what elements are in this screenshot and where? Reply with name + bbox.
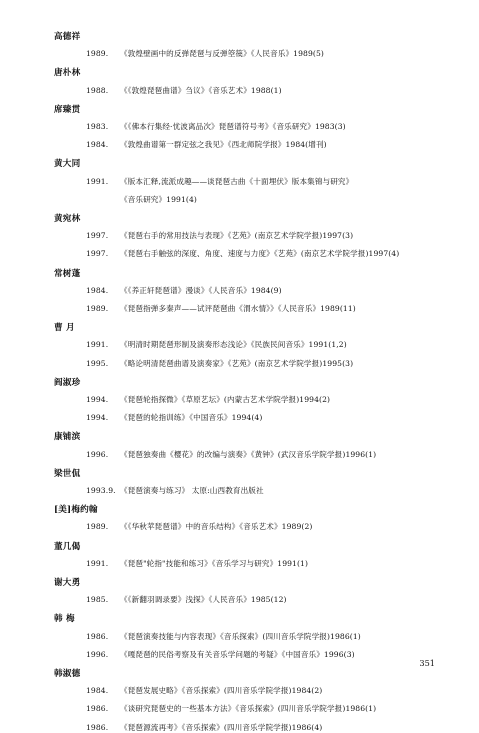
author-name: 董几偈	[54, 541, 81, 552]
bibliography-entry	[86, 394, 466, 405]
entry-citation: 《《华秋苹琵琶谱》中的音乐结构》《音乐艺术》1989(2)	[120, 522, 313, 532]
entry-year: 1996.	[86, 649, 109, 659]
bibliography-entry	[86, 248, 466, 259]
entry-year: 1984.	[86, 686, 109, 696]
entry-year: 1986.	[86, 631, 109, 641]
bibliography-entry	[86, 230, 466, 241]
bibliography-entry	[86, 176, 466, 187]
bibliography-entry	[86, 358, 466, 369]
bibliography-entry	[86, 449, 466, 460]
author-name: 阎淑珍	[54, 377, 81, 388]
entry-year: 1994.	[86, 413, 109, 423]
author-name: 黄大同	[54, 159, 81, 170]
author-name: 韩 梅	[54, 614, 75, 625]
author-name: 梁世侃	[54, 468, 81, 479]
entry-citation: 《《新翻羽调录要》浅探》《人民音乐》1985(12)	[120, 595, 287, 605]
entry-citation: 《琵琶指弹多秦声——试评琵琶曲《渭水情》》《人民音乐》1989(11)	[120, 304, 356, 313]
entry-year: 1989.	[86, 522, 109, 532]
entry-citation: 《琵琶演奏技能与内容表现》《音乐探索》(四川音乐学院学报)1986(1)	[120, 631, 361, 641]
bibliography-entry	[86, 685, 466, 696]
entry-year: 1986.	[86, 704, 109, 714]
entry-year: 1984.	[86, 140, 109, 150]
author-name: 韩淑德	[54, 669, 81, 679]
entry-citation: 《琵琶右手触弦的深度、角度、速度与力度》《艺苑》(南京艺术学院学报)1997(4)	[120, 249, 400, 259]
entry-citation: 《琵琶"轮指"技能和练习》《音乐学习与研究》1991(1)	[120, 558, 309, 568]
entry-citation: 《《敦煌琵琶曲谱》刍议》《音乐艺术》1988(1)	[120, 85, 282, 95]
entry-citation: 《明清时期琵琶形制及演奏形态浅论》《民族民间音乐》1991(1,2)	[120, 340, 347, 350]
entry-citation: 《敦煌壁画中的反弹琵琶与反弹箜篌》《人民音乐》1989(5)	[120, 49, 324, 59]
entry-year: 1991.	[86, 176, 109, 186]
bibliography-entry	[86, 303, 466, 314]
bibliography-entry	[86, 703, 466, 714]
entry-year: 1984.	[86, 285, 109, 295]
bibliography-entry	[86, 631, 466, 642]
entry-citation: 《谈研究琵琶史的一些基本方法》《音乐探索》(四川音乐学院学报)1986(1)	[120, 704, 377, 714]
bibliography-entry	[86, 48, 466, 59]
bibliography-entry	[86, 139, 466, 150]
entry-citation: 《音乐研究》1991(4)	[120, 194, 197, 204]
bibliography-entry	[86, 558, 466, 569]
entry-citation: 《琵琶右手的常用技法与表现》《艺苑》(南京艺术学院学报)1997(3)	[120, 231, 354, 241]
bibliography-entry	[86, 412, 466, 423]
entry-year: 1983.	[86, 122, 109, 131]
bibliography-entry	[86, 485, 466, 496]
bibliography-entry	[86, 649, 466, 660]
bibliography-entry	[86, 194, 466, 205]
entry-year: 1991.	[86, 558, 109, 568]
entry-citation: 《《养正轩琵琶谱》漫谈》《人民音乐》1984(9)	[120, 285, 282, 295]
author-name: 唐朴林	[54, 68, 81, 79]
entry-year: 1986.	[86, 722, 109, 732]
author-name: 席臻贯	[54, 104, 81, 115]
entry-year: 1989.	[86, 49, 109, 59]
bibliography-entry	[86, 339, 466, 350]
entry-year: 1989.	[86, 304, 109, 313]
entry-citation: 《琵琶轮指探微》《草原艺坛》(内蒙古艺术学院学报)1994(2)	[120, 395, 331, 404]
entry-year: 1988.	[86, 85, 109, 95]
page-number: 351	[419, 658, 435, 668]
entry-citation: 《琵琶独奏曲《樱花》的改编与演奏》《黄钟》(武汉音乐学院学报)1996(1)	[120, 449, 377, 459]
entry-citation: 《敦煌曲谱第一群定弦之我见》《西北师院学报》1984(增刊)	[120, 140, 327, 150]
entry-year: 1994.	[86, 395, 109, 404]
author-name: 曹 月	[54, 323, 75, 334]
author-name: 高德祥	[54, 32, 81, 42]
entry-year: 1985.	[86, 595, 109, 605]
entry-year: 1997.	[86, 249, 109, 259]
entry-year: 1997.	[86, 231, 109, 241]
bibliography-entry	[86, 85, 466, 96]
bibliography-entry	[86, 594, 466, 605]
entry-citation: 《琵琶演奏与练习》 太原:山西教育出版社	[120, 486, 264, 495]
entry-citation: 《嘎琵琶的民俗考察及有关音乐学问题的考疑》《中国音乐》1996(3)	[120, 649, 355, 659]
bibliography-entry	[86, 285, 466, 296]
author-name: [美]梅约翰	[54, 505, 98, 516]
entry-citation: 《《佛本行集经·忧波离品次》琵琶谱符号考》《音乐研究》1983(3)	[120, 122, 346, 131]
entry-year: 1995.	[86, 358, 109, 368]
author-name: 谢大勇	[54, 578, 81, 588]
entry-citation: 《琵琶的轮指训练》《中国音乐》1994(4)	[120, 413, 263, 423]
bibliography-entry	[86, 722, 466, 733]
author-name: 常树蓬	[54, 268, 81, 279]
bibliography-entry	[86, 121, 466, 132]
author-name: 黄宛林	[54, 214, 81, 224]
entry-citation: 《略论明清琵琶曲谱及演奏家》《艺苑》(南京艺术学院学报)1995(3)	[120, 358, 354, 368]
entry-year: 1996.	[86, 449, 109, 459]
bibliography-entry	[86, 521, 466, 532]
entry-citation: 《版本汇释,流派成趣——谈琵琶古曲《十面埋伏》版本集锦与研究》	[120, 176, 354, 186]
author-name: 康铺滨	[54, 432, 81, 443]
entry-year: 1993.9.	[86, 486, 116, 495]
entry-citation: 《琵琶发展史略》《音乐探索》(四川音乐学院学报)1984(2)	[120, 686, 323, 696]
entry-citation: 《琵琶源流再考》《音乐探索》(四川音乐学院学报)1986(4)	[120, 722, 323, 732]
entry-year: 1991.	[86, 340, 109, 350]
